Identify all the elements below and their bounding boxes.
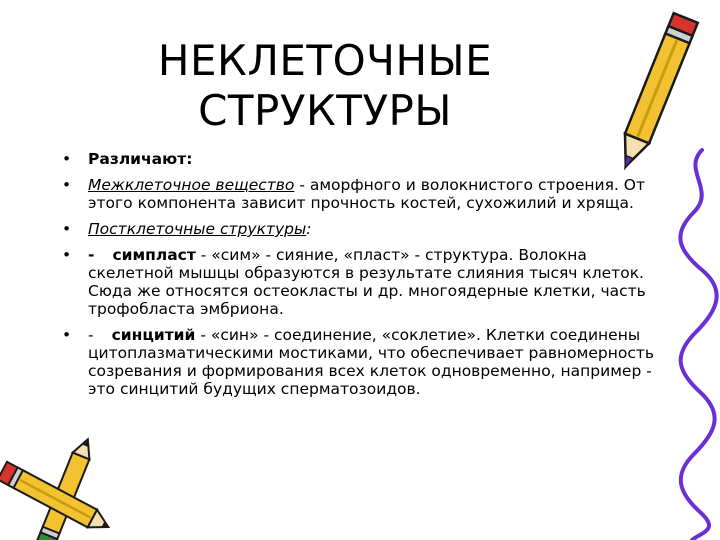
- bullet-icon: •: [62, 246, 72, 264]
- item-text: - «сим» - сияние, «пласт» - структура. Волокна скелетной мышцы образуются в результате слияния тысяч клеток. Сюда же относятся остеокласты и др. многоядерные клетки, часть трофобласта эмбриона.: [88, 246, 646, 318]
- slide-title: [100, 36, 550, 136]
- item-text: - «син» - соединение, «соклетие». Клетки соединены цитоплазматическими мостиками, что обеспечивает равномерность созревания и формирования всех клеток одновременно, например - это синцитий будущих сперматозоидов.: [88, 326, 655, 398]
- item-term: Постклеточные структуры: [88, 220, 307, 238]
- bullet-icon: •: [62, 326, 72, 344]
- item-prefix: -: [88, 246, 95, 264]
- list-item: [62, 150, 662, 168]
- title-line-1: НЕКЛЕТОЧНЫЕ: [157, 36, 493, 85]
- item-prefix: -: [88, 326, 94, 344]
- list-item: [62, 246, 662, 318]
- bullet-icon: •: [62, 220, 72, 238]
- item-suffix: :: [306, 220, 312, 238]
- item-lead: Различают:: [88, 150, 193, 168]
- item-text: - аморфного и волокнистого строения. От этого компонента зависит прочность костей, сухожилий и хряща.: [88, 176, 645, 212]
- list-item: [62, 220, 662, 238]
- content-list: [62, 150, 662, 406]
- pencils-icon: [0, 436, 120, 540]
- squiggle-line-icon: [672, 150, 720, 540]
- bullet-icon: •: [62, 176, 72, 194]
- list-item: [62, 326, 662, 398]
- item-term: Межклеточное вещество: [88, 176, 295, 194]
- list-item: [62, 176, 662, 212]
- item-term: синцитий: [111, 326, 196, 344]
- item-term: симпласт: [112, 246, 196, 264]
- bullet-icon: •: [62, 150, 72, 168]
- title-line-2: СТРУКТУРЫ: [198, 86, 452, 135]
